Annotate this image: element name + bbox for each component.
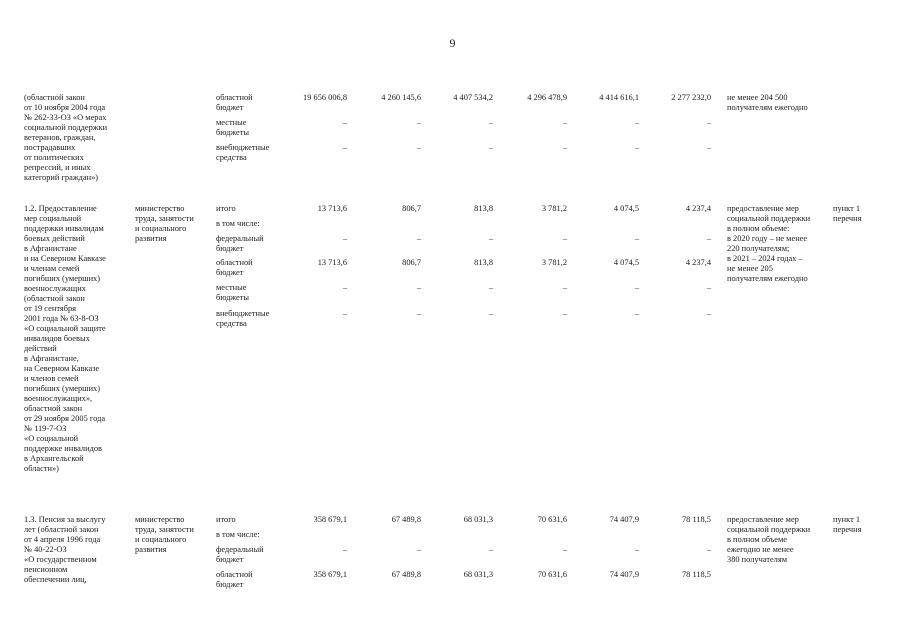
amount-2023: – — [634, 234, 639, 243]
amount-2021: 813,8 — [474, 204, 493, 213]
amount-2022: – — [562, 143, 567, 152]
amount-2020: – — [416, 234, 421, 243]
responsible-executor: министерство труда, занятости и социального развития — [135, 515, 194, 554]
amount-total: 358 679,1 — [313, 515, 347, 524]
amount-2020: 4 260 145,6 — [381, 93, 421, 102]
amount-total: – — [342, 545, 347, 554]
page-number: 9 — [449, 36, 456, 50]
responsible-executor: министерство труда, занятости и социального развития — [135, 204, 194, 243]
amount-2024: 78 118,5 — [681, 515, 711, 524]
amount-total: 13 713,6 — [317, 258, 347, 267]
funding-source-label: внебюджетные средства — [216, 309, 270, 328]
amount-2020: 67 489,8 — [391, 515, 421, 524]
expected-result: не менее 204 500 получателям ежегодно — [727, 93, 808, 112]
amount-2021: – — [488, 118, 493, 127]
amount-2021: 68 031,3 — [463, 515, 493, 524]
amount-2022: – — [562, 118, 567, 127]
amount-2022: – — [562, 545, 567, 554]
amount-total: – — [342, 143, 347, 152]
amount-2024: – — [706, 283, 711, 292]
amount-2024: – — [706, 309, 711, 318]
funding-source-label: областной бюджет — [216, 93, 253, 112]
amount-2022: 3 781,2 — [541, 204, 567, 213]
amount-total: – — [342, 309, 347, 318]
amount-2023: – — [634, 545, 639, 554]
funding-source-label: итого — [216, 515, 236, 524]
amount-2021: – — [488, 545, 493, 554]
amount-2022: – — [562, 283, 567, 292]
amount-2024: 78 118,5 — [681, 570, 711, 579]
amount-total: 19 656 006,8 — [303, 93, 347, 102]
funding-source-label: в том числе: — [216, 219, 260, 228]
amount-2023: – — [634, 118, 639, 127]
amount-2022: 3 781,2 — [541, 258, 567, 267]
amount-2023: – — [634, 283, 639, 292]
measure-name: 1.2. Предоставление мер социальной поддержки инвалидам боевых действий в Афганистане и на Северном Кавказе и членам семей погибших (умерших) военнослужащих (областной закон от 19 сентября 2001 года № 63-8-ОЗ «О социальной защите инвалидов боевых действий в Афганистане, на Северном Кавказе и членов семей погибших (умерших) военнослужащих», областной закон от 29 ноября 2005 года № 119-7-ОЗ «О социальной поддержке инвалидов в Архангельской области») — [24, 204, 106, 473]
list-reference: пункт 1 перечня — [833, 515, 862, 534]
amount-2020: 806,7 — [402, 204, 421, 213]
amount-2024: – — [706, 118, 711, 127]
amount-2020: 67 489,8 — [391, 570, 421, 579]
amount-total: – — [342, 118, 347, 127]
expected-result: предоставление мер социальной поддержки в полном объеме: в 2020 году – не менее 220 получателям; в 2021 – 2024 годах – не менее 205 получателям ежегодно — [727, 204, 811, 283]
amount-total: – — [342, 283, 347, 292]
amount-2023: – — [634, 309, 639, 318]
funding-source-label: в том числе: — [216, 530, 260, 539]
amount-2021: 813,8 — [474, 258, 493, 267]
amount-2024: 2 277 232,0 — [671, 93, 711, 102]
funding-source-label: областной бюджет — [216, 570, 253, 589]
amount-2021: 4 407 534,2 — [453, 93, 493, 102]
amount-2023: 4 414 616,1 — [599, 93, 639, 102]
amount-2024: 4 237,4 — [685, 258, 711, 267]
amount-2021: – — [488, 283, 493, 292]
list-reference: пункт 1 перечня — [833, 204, 862, 223]
amount-2021: – — [488, 143, 493, 152]
funding-source-label: федеральный бюджет — [216, 234, 264, 253]
amount-2022: – — [562, 234, 567, 243]
amount-2023: – — [634, 143, 639, 152]
amount-2023: 4 074,5 — [613, 204, 639, 213]
expected-result: предоставление мер социальной поддержки в полном объеме ежегодно не менее 380 получателям — [727, 515, 811, 564]
amount-total: 13 713,6 — [317, 204, 347, 213]
measure-name: (областной закон от 10 ноября 2004 года № 262-33-ОЗ «О мерах социальной поддержки ветеранов, граждан, пострадавших от политических репрессий, и иных категорий граждан») — [24, 93, 108, 182]
amount-2021: 68 031,3 — [463, 570, 493, 579]
amount-2020: – — [416, 283, 421, 292]
amount-2022: – — [562, 309, 567, 318]
amount-2023: 74 407,9 — [609, 570, 639, 579]
amount-2020: – — [416, 118, 421, 127]
funding-source-label: местные бюджеты — [216, 118, 250, 137]
funding-source-label: внебюджетные средства — [216, 143, 270, 162]
amount-2020: – — [416, 545, 421, 554]
amount-2024: – — [706, 545, 711, 554]
amount-2020: – — [416, 309, 421, 318]
amount-total: – — [342, 234, 347, 243]
amount-2022: 70 631,6 — [537, 515, 567, 524]
measure-name: 1.3. Пенсия за выслугу лет (областной закон от 4 апреля 1996 года № 40-22-ОЗ «О государственном пенсионном обеспечении лиц, — [24, 515, 106, 584]
funding-source-label: федеральный бюджет — [216, 545, 264, 564]
amount-total: 358 679,1 — [313, 570, 347, 579]
amount-2024: – — [706, 234, 711, 243]
funding-source-label: итого — [216, 204, 236, 213]
amount-2021: – — [488, 234, 493, 243]
amount-2022: 4 296 478,9 — [527, 93, 567, 102]
amount-2022: 70 631,6 — [537, 570, 567, 579]
funding-source-label: местные бюджеты — [216, 283, 250, 302]
amount-2024: 4 237,4 — [685, 204, 711, 213]
funding-source-label: областной бюджет — [216, 258, 253, 277]
amount-2021: – — [488, 309, 493, 318]
amount-2020: – — [416, 143, 421, 152]
amount-2023: 4 074,5 — [613, 258, 639, 267]
amount-2023: 74 407,9 — [609, 515, 639, 524]
amount-2024: – — [706, 143, 711, 152]
amount-2020: 806,7 — [402, 258, 421, 267]
